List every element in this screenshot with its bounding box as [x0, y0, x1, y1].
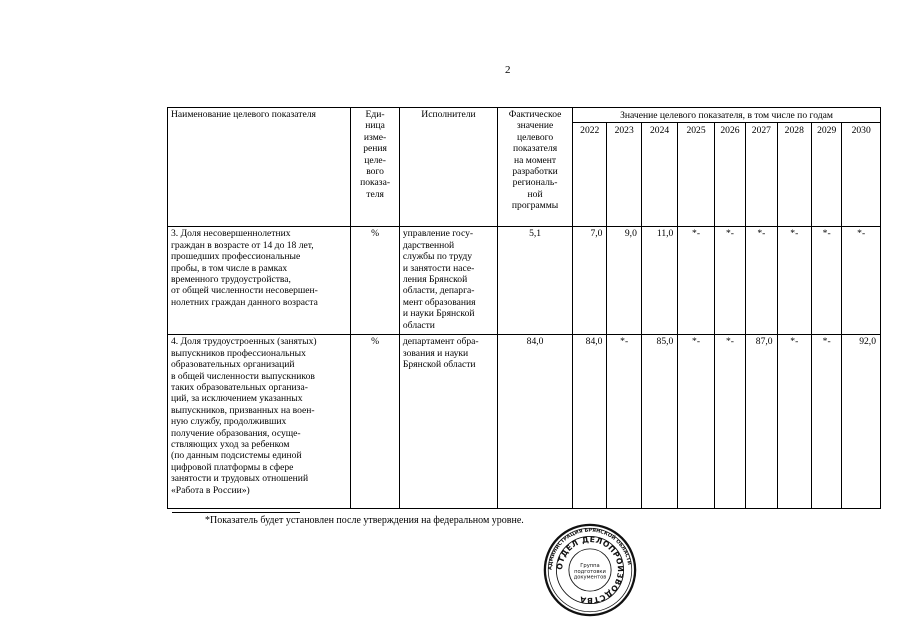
value-cell: *- [811, 227, 841, 335]
value-cell: *- [678, 227, 714, 335]
indicator-executors: управление госу- дарственной службы по труду и занятости насе- ления Брянской области, депарга- мент образования и науки Брянской области [399, 227, 497, 335]
header-year: 2023 [607, 123, 641, 227]
page-number: 2 [505, 64, 511, 76]
header-years-group: Значение целевого показателя, в том числе по годам [573, 108, 881, 123]
table-row [168, 227, 881, 335]
indicator-unit: % [351, 335, 400, 509]
value-cell: *- [811, 335, 841, 509]
header-year: 2022 [573, 123, 607, 227]
svg-text:документов: документов [573, 574, 607, 581]
svg-text:подготовки: подготовки [574, 568, 606, 575]
indicator-unit: % [351, 227, 400, 335]
header-executors: Исполнители [399, 108, 497, 227]
value-cell: 84,0 [573, 335, 607, 509]
header-unit: Еди- ница изме- рения целе- вого показа- теля [351, 108, 400, 227]
stamp-ring-text: АДМИНИСТРАЦИЯ БРЯНСКОЙ ОБЛАСТИ [547, 527, 633, 571]
value-cell: *- [607, 335, 641, 509]
indicator-name: 4. Доля трудоустроенных (занятых) выпускников профессиональных образовательных организаций в общей численности выпускников таких образовательных организа- ций, за исключением указанных выпускников, призванных на воен- ную службу, продолживших получение образования, осуще- ствляющих уход за ребенком (по данным подсистемы единой цифровой платформы в сфере занятости и трудовых отношений «Работа в России») [168, 335, 351, 509]
indicators-table [167, 107, 881, 509]
footnote: *Показатель будет установлен после утверждения на федеральном уровне. [205, 515, 524, 526]
value-cell: 85,0 [641, 335, 677, 509]
office-stamp [542, 522, 638, 618]
value-cell: *- [746, 227, 777, 335]
indicator-executors: департамент обра- зования и науки Брянской области [399, 335, 497, 509]
value-cell: *- [777, 227, 811, 335]
indicator-name: 3. Доля несовершеннолетних граждан в возрасте от 14 до 18 лет, прошедших профессиональные пробы, в том числе в рамках временного трудоустройства, от общей численности несовершен- нолетних граждан данного возраста [168, 227, 351, 335]
header-year: 2030 [842, 123, 881, 227]
stamp-title-text: ОТДЕЛ ДЕЛОПРОИЗВОДСТВА [554, 535, 625, 605]
header-year: 2029 [811, 123, 841, 227]
value-cell: 92,0 [842, 335, 881, 509]
value-cell: 87,0 [746, 335, 777, 509]
svg-text:Группа: Группа [580, 563, 600, 570]
footnote-divider [172, 512, 300, 513]
header-actual: Фактическое значение целевого показателя на момент разработки региональ- ной программы [498, 108, 573, 227]
header-year: 2027 [746, 123, 777, 227]
value-cell: 9,0 [607, 227, 641, 335]
value-cell: *- [678, 335, 714, 509]
header-year: 2024 [641, 123, 677, 227]
table-row [168, 335, 881, 509]
value-cell: *- [842, 227, 881, 335]
value-cell: *- [777, 335, 811, 509]
indicator-actual: 84,0 [498, 335, 573, 509]
header-name: Наименование целевого показателя [168, 108, 351, 227]
value-cell: *- [714, 335, 745, 509]
value-cell: 11,0 [641, 227, 677, 335]
value-cell: 7,0 [573, 227, 607, 335]
header-year: 2028 [777, 123, 811, 227]
header-year: 2026 [714, 123, 745, 227]
header-year: 2025 [678, 123, 714, 227]
value-cell: *- [714, 227, 745, 335]
indicator-actual: 5,1 [498, 227, 573, 335]
header-row-1 [168, 108, 881, 123]
